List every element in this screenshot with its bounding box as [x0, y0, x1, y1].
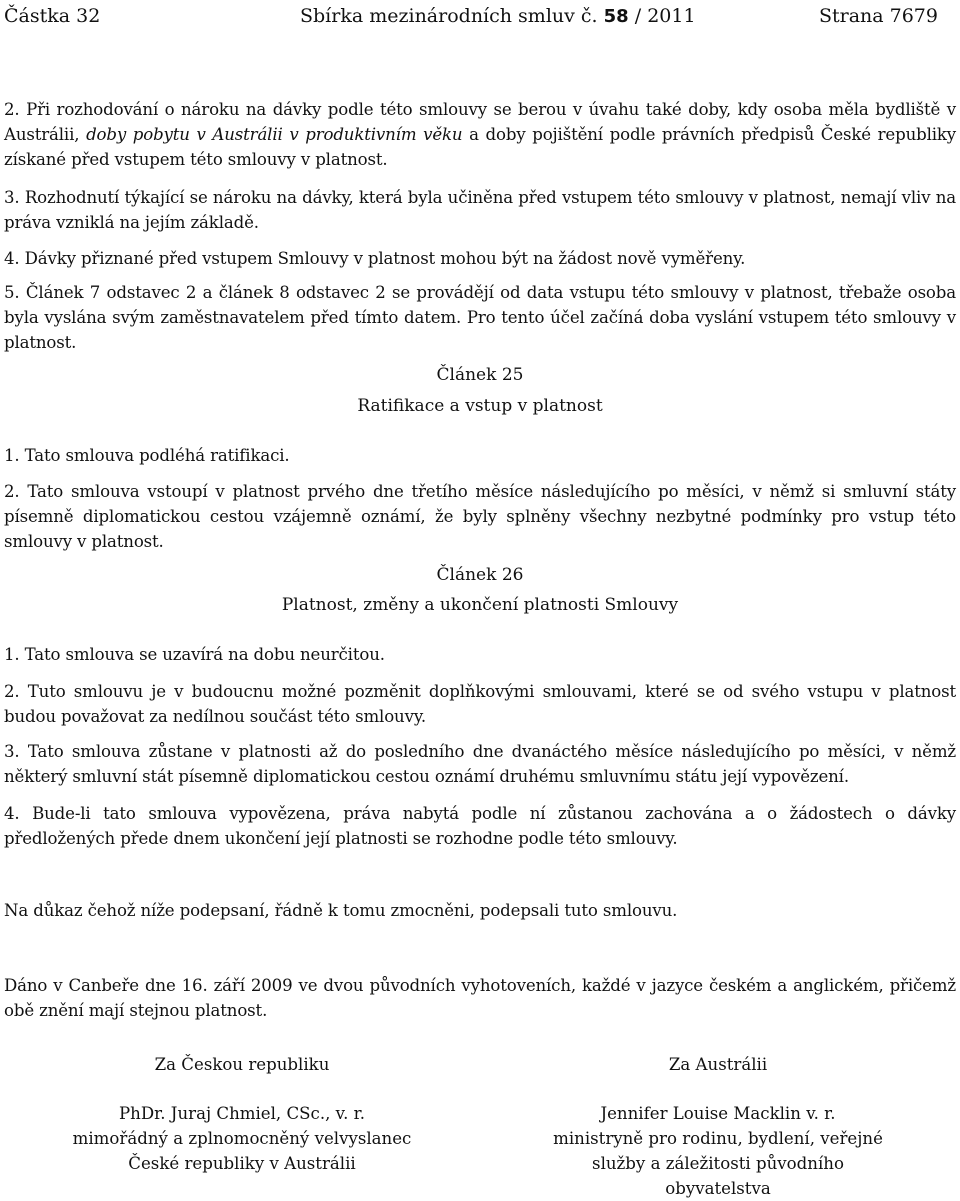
art24-paragraph-2 — [4, 97, 956, 172]
signatory-role-line: obyvatelstva — [665, 1179, 771, 1198]
art26-paragraph-3: 3. Tato smlouva zůstane v platnosti až do posledního dne dvanáctého měsíce následujícího po měsíci, v němž některý smluvní stát písemně diplomatickou cestou oznámí druhému smluvnímu státu její vypovězení. — [4, 741, 956, 786]
art24-p2-italic: doby pobytu v Austrálii v produktivním věku — [86, 124, 463, 144]
signatory-role-line: mimořádný a zplnomocněný velvyslanec — [72, 1129, 412, 1148]
signature-block-australia — [508, 1052, 928, 1201]
header-collection-number: 58 — [603, 6, 629, 27]
header-collection-prefix: Sbírka mezinárodních smluv č. — [300, 5, 598, 27]
signature-heading: Za Českou republiku — [154, 1055, 330, 1074]
art24-paragraph-3: 3. Rozhodnutí týkající se nároku na dávky, která byla učiněna před vstupem této smlouvy v platnost, nemají vliv na práva vzniklá na jejím základě. — [4, 187, 956, 232]
art26-paragraph-4: 4. Bude-li tato smlouva vypovězena, práva nabytá podle ní zůstanou zachována a o žádostech o dávky předložených přede dnem ukončení její platnosti se rozhodne podle této smlouvy. — [4, 803, 956, 848]
art24-p2-end: a doby pojištění podle právních předpisů České republiky získané před vstupem této smlouvy v platnost. — [4, 124, 957, 169]
signatory-role-line: ministryně pro rodinu, bydlení, veřejné — [553, 1129, 883, 1148]
article-25-number: Článek 25 — [436, 365, 524, 385]
signatory-name: Jennifer Louise Macklin v. r. — [600, 1104, 836, 1123]
header-issue: Částka 32 — [4, 5, 101, 27]
done-at-clause: Dáno v Canbeře dne 16. září 2009 ve dvou původních vyhotoveních, každé v jazyce českém a anglickém, přičemž obě znění mají stejnou platnost. — [4, 975, 956, 1020]
art24-p2-start: 2. Při rozhodování o nároku na dávky podle této smlouvy se berou v úvahu také doby, kdy osoba měla bydliště v Austrálii, — [4, 99, 956, 144]
header-collection — [300, 2, 696, 30]
art24-paragraph-5: 5. Článek 7 odstavec 2 a článek 8 odstavec 2 se provádějí od data vstupu této smlouvy v platnost, třebaže osoba byla vyslána svým zaměstnavatelem před tímto datem. Pro tento účel začíná doba vyslání vstupem této smlouvy v platnost. — [4, 282, 956, 352]
header-collection-year: / 2011 — [634, 5, 696, 27]
art26-paragraph-1: 1. Tato smlouva se uzavírá na dobu neurčitou. — [4, 644, 385, 664]
signature-block-czech-republic — [32, 1052, 452, 1176]
art24-paragraph-4: 4. Dávky přiznané před vstupem Smlouvy v platnost mohou být na žádost nově vyměřeny. — [4, 248, 746, 268]
art25-paragraph-1: 1. Tato smlouva podléhá ratifikaci. — [4, 445, 290, 465]
article-25-title: Ratifikace a vstup v platnost — [357, 396, 603, 416]
art25-paragraph-2: 2. Tato smlouva vstoupí v platnost prvého dne třetího měsíce následujícího po měsíci, v němž si smluvní státy písemně diplomatickou cestou vzájemně oznámí, že byly splněny všechny nezbytné podmínky pro vstup této smlouvy v platnost. — [4, 481, 956, 551]
witness-clause: Na důkaz čehož níže podepsaní, řádně k tomu zmocněni, podepsali tuto smlouvu. — [4, 900, 678, 920]
art26-paragraph-2: 2. Tuto smlouvu je v budoucnu možné pozměnit doplňkovými smlouvami, které se od svého vstupu v platnost budou považovat za nedílnou součást této smlouvy. — [4, 681, 956, 726]
header-page-number: Strana 7679 — [818, 5, 938, 27]
article-26-number: Článek 26 — [436, 565, 524, 585]
article-26-title: Platnost, změny a ukončení platnosti Smlouvy — [281, 595, 679, 615]
signature-heading: Za Austrálii — [668, 1055, 768, 1074]
signatory-role-line: služby a záležitosti původního — [592, 1154, 844, 1173]
signatory-name: PhDr. Juraj Chmiel, CSc., v. r. — [118, 1104, 366, 1123]
signatory-role-line: České republiky v Austrálii — [128, 1154, 356, 1173]
